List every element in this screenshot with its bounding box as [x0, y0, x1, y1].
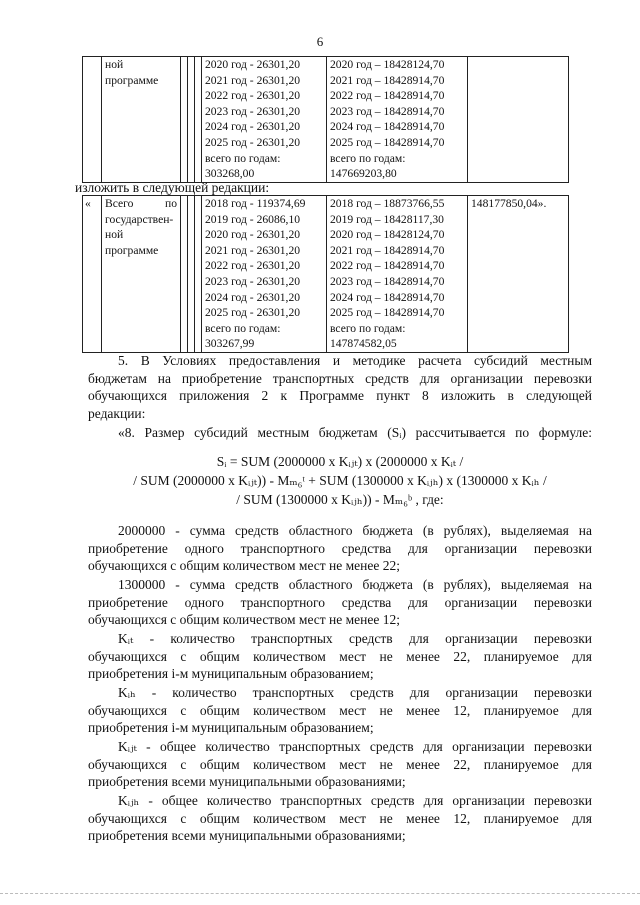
table-cell-empty: [188, 196, 195, 353]
formula-line: / SUM (1300000 x Kᵢⱼₕ)) - Mₘ₆ᵇ , где:: [236, 492, 444, 507]
definition-kib: [88, 684, 592, 737]
text-line: приобретения всеми муниципальными образованиями;: [88, 828, 406, 844]
year-value: 2023 год - 26301,20: [205, 274, 301, 288]
table-cell-empty: [195, 196, 202, 353]
definition-2000000: [88, 522, 592, 575]
year-value: 2021 год - 26301,20: [205, 243, 301, 257]
text-line: Kᵢₜ - количество транспортных средств для организации перевозки: [118, 631, 592, 646]
total-label: всего по годам:: [205, 321, 281, 335]
text-line: обучающихся с общим количеством мест не менее 22;: [88, 558, 401, 574]
year-value: 2023 год – 18428914,70: [330, 104, 445, 118]
text-line: обучающихся с общим количеством мест не менее 22, планируемое для: [88, 648, 592, 664]
year-value: 2022 год – 18428914,70: [330, 259, 445, 273]
year-value: 2021 год – 18428914,70: [330, 243, 445, 257]
text-line: приобретения всеми муниципальными образованиями;: [88, 774, 406, 790]
formula-line: Sᵢ = SUM (2000000 x Kᵢⱼₜ) x (2000000 x Kᵢₜ /: [216, 454, 464, 469]
year-value: 2019 год – 18428117,30: [330, 212, 444, 226]
total-label: всего по годам:: [205, 151, 281, 165]
year-value: 2022 год – 18428914,70: [330, 89, 445, 103]
year-value: 2025 год – 18428914,70: [330, 306, 445, 320]
text-line: бюджетам на приобретение транспортных средств для организации перевозки: [88, 370, 592, 386]
table-cell-empty: [188, 57, 195, 183]
year-value: 2025 год – 18428914,70: [330, 135, 445, 149]
definition-kijb: [88, 792, 592, 845]
grand-total: 148177850,04».: [471, 197, 547, 210]
page-number: 6: [316, 34, 324, 49]
text-line: обучающихся приложения 2 к Программе пункт 8 изложить в следующей: [88, 388, 592, 404]
subsidy-formula: [88, 452, 592, 509]
table-cell-regional: [202, 57, 327, 183]
text-line: обучающихся с общим количеством мест не менее 12, планируемое для: [88, 702, 592, 718]
year-value: 2022 год - 26301,20: [205, 89, 301, 103]
budget-table-new: [82, 195, 569, 353]
year-value: 2021 год - 26301,20: [205, 73, 301, 87]
year-value: 2025 год - 26301,20: [205, 135, 301, 149]
year-value: 2024 год - 26301,20: [205, 290, 301, 304]
text-line: обучающихся с общим количеством мест не менее 22, планируемое для: [88, 756, 592, 772]
table-cell-total: [468, 57, 569, 183]
total-label: всего по годам:: [330, 151, 406, 165]
text-line: 2000000 - сумма средств областного бюджета (в рублях), выделяемая на: [118, 523, 592, 538]
scan-edge-divider: [0, 893, 640, 894]
replace-instruction: изложить в следующей редакции:: [75, 180, 270, 195]
table-cell-name: [102, 57, 181, 183]
formula-line: / SUM (2000000 x Kᵢⱼₜ)) - Mₘ₆ᵗ + SUM (1300000 x Kᵢⱼₕ) x (1300000 x Kᵢₕ /: [133, 473, 547, 488]
year-value: 2018 год – 18873766,55: [330, 197, 445, 210]
table-cell-total: [468, 196, 569, 353]
paragraph-8-intro: [88, 424, 592, 442]
name-line: программе: [105, 73, 159, 87]
text-line: Kᵢⱼₜ - общее количество транспортных средств для организации перевозки: [118, 739, 592, 754]
budget-table-old: [82, 56, 569, 183]
name-line: ной: [105, 228, 124, 242]
year-value: 2020 год – 18428124,70: [330, 58, 445, 71]
year-value: 2023 год - 26301,20: [205, 104, 301, 118]
total-label: всего по годам:: [330, 321, 406, 335]
year-value: 2024 год – 18428914,70: [330, 290, 445, 304]
text-line: приобретения i-м муниципальным образованием;: [88, 720, 374, 736]
total-value: 147874582,05: [330, 337, 397, 351]
text-line: приобретение одного транспортного средства для организации перевозки: [88, 594, 592, 610]
year-value: 2024 год - 26301,20: [205, 120, 301, 134]
name-line: программе: [105, 243, 159, 257]
text-line: редакции:: [88, 405, 146, 421]
name-line: ной: [105, 58, 124, 71]
table-row: [83, 57, 569, 183]
total-value: 147669203,80: [330, 167, 397, 181]
definition-1300000: [88, 576, 592, 629]
text-line: приобретение одного транспортного средства для организации перевозки: [88, 540, 592, 556]
text-line: «8. Размер субсидий местным бюджетам (Sᵢ) рассчитывается по формуле:: [118, 425, 592, 440]
definition-kit: [88, 630, 592, 683]
table-cell-quote: [83, 57, 102, 183]
table-cell-empty: [181, 57, 188, 183]
year-value: 2019 год - 26086,10: [205, 212, 301, 226]
year-value: 2020 год - 26301,20: [205, 58, 301, 71]
total-value: 303268,00: [205, 167, 255, 181]
name-line: Всего по: [105, 197, 177, 210]
definition-kijt: [88, 738, 592, 791]
text-line: 5. В Условиях предоставления и методике расчета субсидий местным: [118, 353, 592, 368]
year-value: 2023 год – 18428914,70: [330, 274, 445, 288]
table-cell-federal: [327, 57, 468, 183]
table-cell-regional: [202, 196, 327, 353]
paragraph-5: [88, 352, 592, 422]
total-value: 303267,99: [205, 337, 255, 351]
text-line: 1300000 - сумма средств областного бюджета (в рублях), выделяемая на: [118, 577, 592, 592]
text-line: обучающихся с общим количеством мест не менее 12, планируемое для: [88, 810, 592, 826]
year-value: 2018 год - 119374,69: [205, 197, 306, 210]
year-value: 2025 год - 26301,20: [205, 306, 301, 320]
table-cell-empty: [181, 196, 188, 353]
table-cell-empty: [195, 57, 202, 183]
table-cell-quote: «: [83, 196, 102, 353]
year-value: 2021 год – 18428914,70: [330, 73, 445, 87]
text-line: Kᵢₕ - количество транспортных средств для организации перевозки: [118, 685, 592, 700]
table-cell-federal: [327, 196, 468, 353]
year-value: 2024 год – 18428914,70: [330, 120, 445, 134]
year-value: 2022 год - 26301,20: [205, 259, 301, 273]
text-line: приобретения i-м муниципальным образованием;: [88, 666, 374, 682]
table-cell-name: [102, 196, 181, 353]
text-line: Kᵢⱼₕ - общее количество транспортных средств для организации перевозки: [118, 793, 592, 808]
year-value: 2020 год – 18428124,70: [330, 228, 445, 242]
table-row: [83, 196, 569, 353]
year-value: 2020 год - 26301,20: [205, 228, 301, 242]
name-line: государствен-: [105, 212, 174, 226]
text-line: обучающихся с общим количеством мест не менее 12;: [88, 612, 401, 628]
